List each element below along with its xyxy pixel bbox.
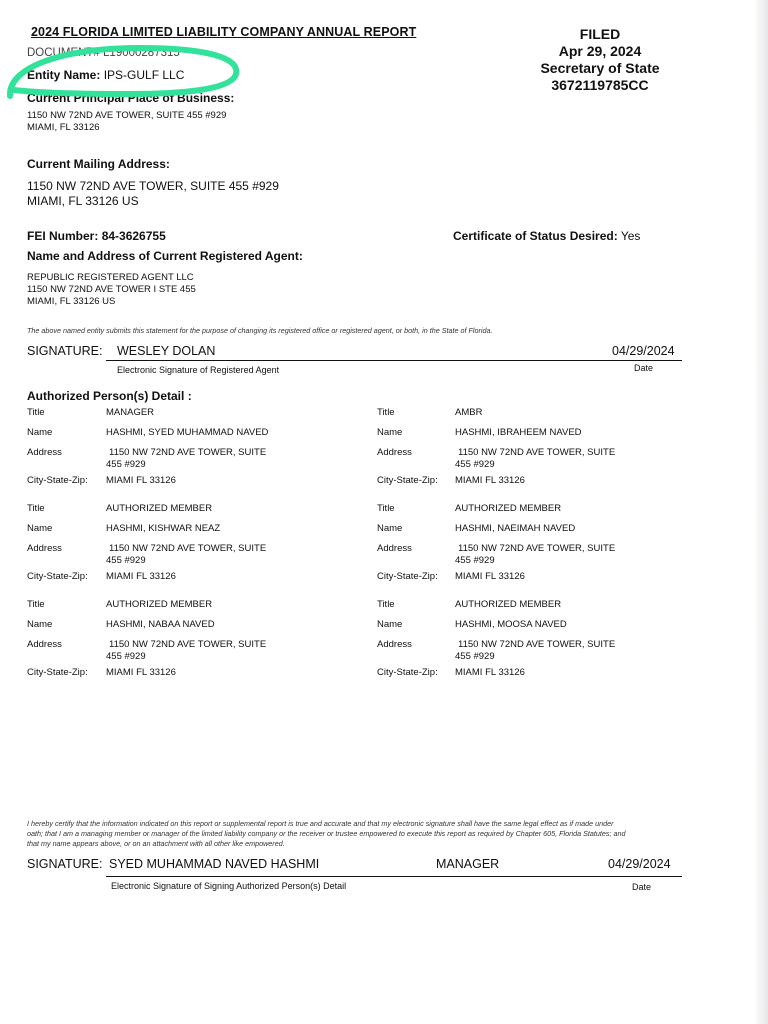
person-csz-label: City-State-Zip:	[377, 475, 438, 486]
mailing-label: Current Mailing Address:	[27, 157, 170, 171]
agent-date-caption: Date	[634, 363, 654, 373]
person-csz-value: MIAMI FL 33126	[455, 571, 525, 582]
person-title-label: Title	[377, 503, 395, 514]
person-address-line2: 455 #929	[106, 459, 146, 470]
person-csz-label: City-State-Zip:	[27, 667, 88, 678]
certificate-row	[453, 229, 640, 243]
person-address-line2: 455 #929	[106, 555, 146, 566]
person-address-label: Address	[27, 639, 62, 650]
fei-row	[27, 229, 166, 243]
principal-address	[27, 110, 226, 134]
person-csz-value: MIAMI FL 33126	[106, 475, 176, 486]
person-address-line2: 455 #929	[106, 651, 146, 662]
person-csz-value: MIAMI FL 33126	[455, 475, 525, 486]
final-signature-name: SYED MUHAMMAD NAVED HASHMI	[109, 857, 320, 871]
certification-line2: oath; that I am a managing member or manager of the limited liability company or the receiver or trustee empowered to execute this report as required by Chapter 605, Florida Statutes; and	[27, 829, 626, 838]
person-address-line1: 1150 NW 72ND AVE TOWER, SUITE	[109, 543, 267, 554]
agent-line3: MIAMI, FL 33126 US	[27, 296, 116, 307]
principal-line1: 1150 NW 72ND AVE TOWER, SUITE 455 #929	[27, 110, 227, 121]
person-title-label: Title	[27, 407, 45, 418]
person-csz-label: City-State-Zip:	[27, 475, 88, 486]
person-address-label: Address	[377, 639, 412, 650]
principal-place-label: Current Principal Place of Business:	[27, 91, 235, 105]
agent-signature-label: SIGNATURE:	[27, 344, 103, 358]
person-name-value: HASHMI, NABAA NAVED	[106, 619, 215, 630]
person-csz-value: MIAMI FL 33126	[455, 667, 525, 678]
person-address-line1: 1150 NW 72ND AVE TOWER, SUITE	[109, 639, 267, 650]
mailing-line2: MIAMI, FL 33126 US	[27, 194, 139, 208]
person-name-label: Name	[27, 619, 53, 630]
authorized-heading: Authorized Person(s) Detail :	[27, 389, 192, 403]
person-name-label: Name	[377, 619, 403, 630]
person-name-label: Name	[27, 523, 53, 534]
person-title-label: Title	[27, 503, 45, 514]
person-name-label: Name	[377, 427, 403, 438]
entity-name-label: Entity Name:	[27, 68, 101, 82]
person-csz-value: MIAMI FL 33126	[106, 571, 176, 582]
filed-date: Apr 29, 2024	[558, 43, 642, 59]
agent-signature-caption: Electronic Signature of Registered Agent	[117, 365, 280, 375]
agent-line1: REPUBLIC REGISTERED AGENT LLC	[27, 272, 194, 283]
final-signature-date: 04/29/2024	[608, 857, 671, 871]
person-title-label: Title	[27, 599, 45, 610]
person-title-value: AUTHORIZED MEMBER	[455, 503, 562, 514]
certificate-label: Certificate of Status Desired:	[453, 229, 618, 243]
final-date-caption: Date	[632, 882, 652, 892]
person-title-value: AUTHORIZED MEMBER	[106, 599, 213, 610]
person-address-label: Address	[27, 447, 62, 458]
person-name-label: Name	[27, 427, 53, 438]
person-title-label: Title	[377, 407, 395, 418]
person-csz-label: City-State-Zip:	[27, 571, 88, 582]
final-signature-line	[106, 876, 682, 877]
registered-agent-address	[27, 272, 196, 308]
mailing-address	[27, 179, 279, 209]
person-address-line2: 455 #929	[455, 459, 495, 470]
fei-value: 84-3626755	[101, 229, 166, 243]
person-name-value: HASHMI, KISHWAR NEAZ	[106, 523, 221, 534]
person-title-value: MANAGER	[106, 407, 155, 418]
person-address-label: Address	[377, 447, 412, 458]
filed-label: FILED	[579, 26, 621, 42]
entity-name-row	[27, 68, 184, 82]
certification-text	[27, 819, 625, 849]
mailing-line1: 1150 NW 72ND AVE TOWER, SUITE 455 #929	[27, 179, 279, 193]
person-address-label: Address	[377, 543, 412, 554]
document-number: DOCUMENT# L19000287315	[27, 47, 180, 59]
report-title: 2024 FLORIDA LIMITED LIABILITY COMPANY ANNUAL REPORT	[31, 25, 417, 39]
principal-line2: MIAMI, FL 33126	[27, 122, 100, 133]
person-title-value: AMBR	[455, 407, 483, 418]
person-csz-label: City-State-Zip:	[377, 667, 438, 678]
person-csz-label: City-State-Zip:	[377, 571, 438, 582]
person-title-label: Title	[377, 599, 395, 610]
page-edge-shadow	[754, 0, 768, 1024]
agent-signature-name: WESLEY DOLAN	[117, 344, 216, 358]
certification-line3: that my name appears above, or on an attachment with all other like empowered.	[27, 839, 285, 848]
person-address-line1: 1150 NW 72ND AVE TOWER, SUITE	[458, 639, 616, 650]
filed-office: Secretary of State	[540, 60, 660, 76]
certificate-value: Yes	[620, 229, 641, 243]
agent-signature-line	[106, 360, 682, 361]
person-address-line1: 1150 NW 72ND AVE TOWER, SUITE	[458, 543, 616, 554]
person-address-label: Address	[27, 543, 62, 554]
person-name-value: HASHMI, NAEIMAH NAVED	[455, 523, 576, 534]
person-address-line2: 455 #929	[455, 651, 495, 662]
person-csz-value: MIAMI FL 33126	[106, 667, 176, 678]
filed-number: 3672119785CC	[551, 77, 649, 93]
final-signature-caption: Electronic Signature of Signing Authorized Person(s) Detail	[111, 881, 347, 891]
entity-name-value: IPS-GULF LLC	[103, 68, 185, 82]
person-address-line1: 1150 NW 72ND AVE TOWER, SUITE	[458, 447, 616, 458]
certification-line1: I hereby certify that the information indicated on this report or supplemental report is true and accurate and that my electronic signature shall have the same legal effect as if made under	[27, 819, 614, 828]
fei-label: FEI Number:	[27, 229, 99, 243]
person-name-label: Name	[377, 523, 403, 534]
person-name-value: HASHMI, SYED MUHAMMAD NAVED	[106, 427, 269, 438]
filed-stamp	[530, 26, 670, 94]
person-title-value: AUTHORIZED MEMBER	[106, 503, 213, 514]
final-signature-role: MANAGER	[436, 857, 500, 871]
person-name-value: HASHMI, MOOSA NAVED	[455, 619, 567, 630]
agent-line2: 1150 NW 72ND AVE TOWER I STE 455	[27, 284, 196, 295]
registered-agent-label: Name and Address of Current Registered Agent:	[27, 249, 303, 263]
person-address-line2: 455 #929	[455, 555, 495, 566]
person-name-value: HASHMI, IBRAHEEM NAVED	[455, 427, 582, 438]
person-address-line1: 1150 NW 72ND AVE TOWER, SUITE	[109, 447, 267, 458]
agent-statement: The above named entity submits this statement for the purpose of changing its registered office or registered agent, or both, in the State of Florida.	[27, 326, 493, 335]
final-signature-label: SIGNATURE:	[27, 857, 103, 871]
person-title-value: AUTHORIZED MEMBER	[455, 599, 562, 610]
agent-signature-date: 04/29/2024	[612, 344, 675, 358]
